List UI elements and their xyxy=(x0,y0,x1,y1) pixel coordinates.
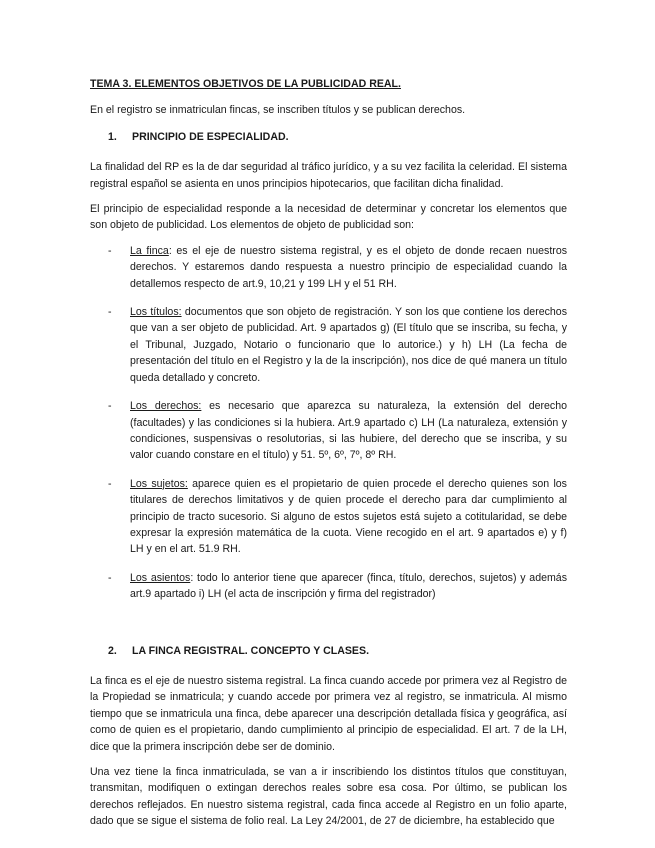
list-item-text: es necesario que aparezca su naturaleza, la extensión del derecho (facultades) y las condiciones si la hubiera. Art.9 apartado c) LH (La naturaleza, extensión y condiciones, suspensivas o resolutorias, si las hubiere, del derecho que se inscriba, y su valor cuando constare en el título) y 51. 5º, 6º, 7º, 8º RH. xyxy=(130,400,567,462)
list-item xyxy=(90,398,567,464)
section-number: 2. xyxy=(108,644,117,657)
list-item-text: : todo lo anterior tiene que aparecer (finca, título, derechos, sujetos) y además art.9 apartado i) LH (el acta de inscripción y firma del registrador) xyxy=(130,571,568,601)
elements-list xyxy=(90,243,567,603)
list-item xyxy=(90,476,567,558)
list-item-text: aparece quien es el propietario de quien procede el derecho quienes son los titulares de derechos limitativos y de quien procede el derecho para dar cumplimiento al principio de tracto sucesorio. Si alguno de estos sujetos está sujeto a cotitularidad, se debe expresar la expresión matemática de la cuota. Viene recogido en el art. 9 apartados e) y f) LH y en el art. 51.9 RH. xyxy=(130,477,567,556)
list-dash: - xyxy=(108,400,112,413)
list-dash: - xyxy=(108,306,112,319)
document-body xyxy=(90,76,567,839)
section-title: PRINCIPIO DE ESPECIALIDAD. xyxy=(132,130,289,143)
list-item-term: Los sujetos: xyxy=(130,477,188,490)
paragraph: Una vez tiene la finca inmatriculada, se van a ir inscribiendo los distintos títulos que constituyan, transmitan, modifiquen o extingan derechos reales sobre esa cosa. Por último, se publican los derechos reflejados. En nuestro sistema registral, cada finca accede al Registro en un folio aparte, dado que se sigue el sistema de folio real. La Ley 24/2001, de 27 de diciembre, ha establecido que xyxy=(90,766,567,828)
document-title: TEMA 3. ELEMENTOS OBJETIVOS DE LA PUBLICIDAD REAL. xyxy=(90,78,401,90)
section-heading-especialidad xyxy=(108,129,567,145)
list-dash: - xyxy=(108,571,112,584)
section-title: LA FINCA REGISTRAL. CONCEPTO Y CLASES. xyxy=(132,644,370,657)
intro-paragraph: En el registro se inmatriculan fincas, se inscriben títulos y se publican derechos. xyxy=(90,104,466,117)
list-dash: - xyxy=(108,244,112,257)
list-item-term: Los títulos: xyxy=(130,306,182,319)
list-item-text: documentos que son objeto de registración. Y son los que contiene los derechos que van a ser objeto de publicidad. Art. 9 apartados g) (El título que se inscriba, su fecha, y el Tribunal, Juzgado, Notario o funcionario que lo autorice.) y h) LH (La fecha de presentación del título en el Registro y la de la inscripción), nos dice de qué manera un título queda detallado y concreto. xyxy=(130,306,567,384)
section-heading-finca-registral xyxy=(108,643,567,659)
list-item-term: Los derechos: xyxy=(130,400,202,413)
paragraph: El principio de especialidad responde a la necesidad de determinar y concretar los elementos que son objeto de publicidad. Los elementos de objeto de publicidad son: xyxy=(90,203,567,232)
list-item-term: La finca xyxy=(130,244,169,257)
section-number: 1. xyxy=(108,130,117,143)
section-spacer xyxy=(90,615,567,643)
list-item xyxy=(90,570,567,603)
list-item-text: : es el eje de nuestro sistema registral, y es el objeto de donde recaen nuestros derechos. Y estaremos dando respuesta a nuestro principio de especialidad cuando la detallemos respecto de art.9, 10,21 y 199 LH y el 51 RH. xyxy=(130,244,568,290)
paragraph: La finca es el eje de nuestro sistema registral. La finca cuando accede por primera vez al Registro de la Propiedad se inmatricula; y cuando accede por primera vez al registro, se inmatricula. Al mismo tiempo que se inmatricula una finca, debe aparecer una descripción detallada física y geográfica, así como de quien es el propietario, dando cumplimiento al principio de especialidad. El art. 7 de la LH, dice que la primera inscripción debe ser de dominio. xyxy=(90,674,567,753)
paragraph: La finalidad del RP es la de dar seguridad al tráfico jurídico, y a su vez facilita la celeridad. El sistema registral español se asienta en unos principios hipotecarios, que facilitan dicha finalidad. xyxy=(90,161,567,190)
list-item-term: Los asientos xyxy=(130,571,191,584)
list-item xyxy=(90,304,567,386)
list-item xyxy=(90,243,567,292)
list-dash: - xyxy=(108,477,112,490)
